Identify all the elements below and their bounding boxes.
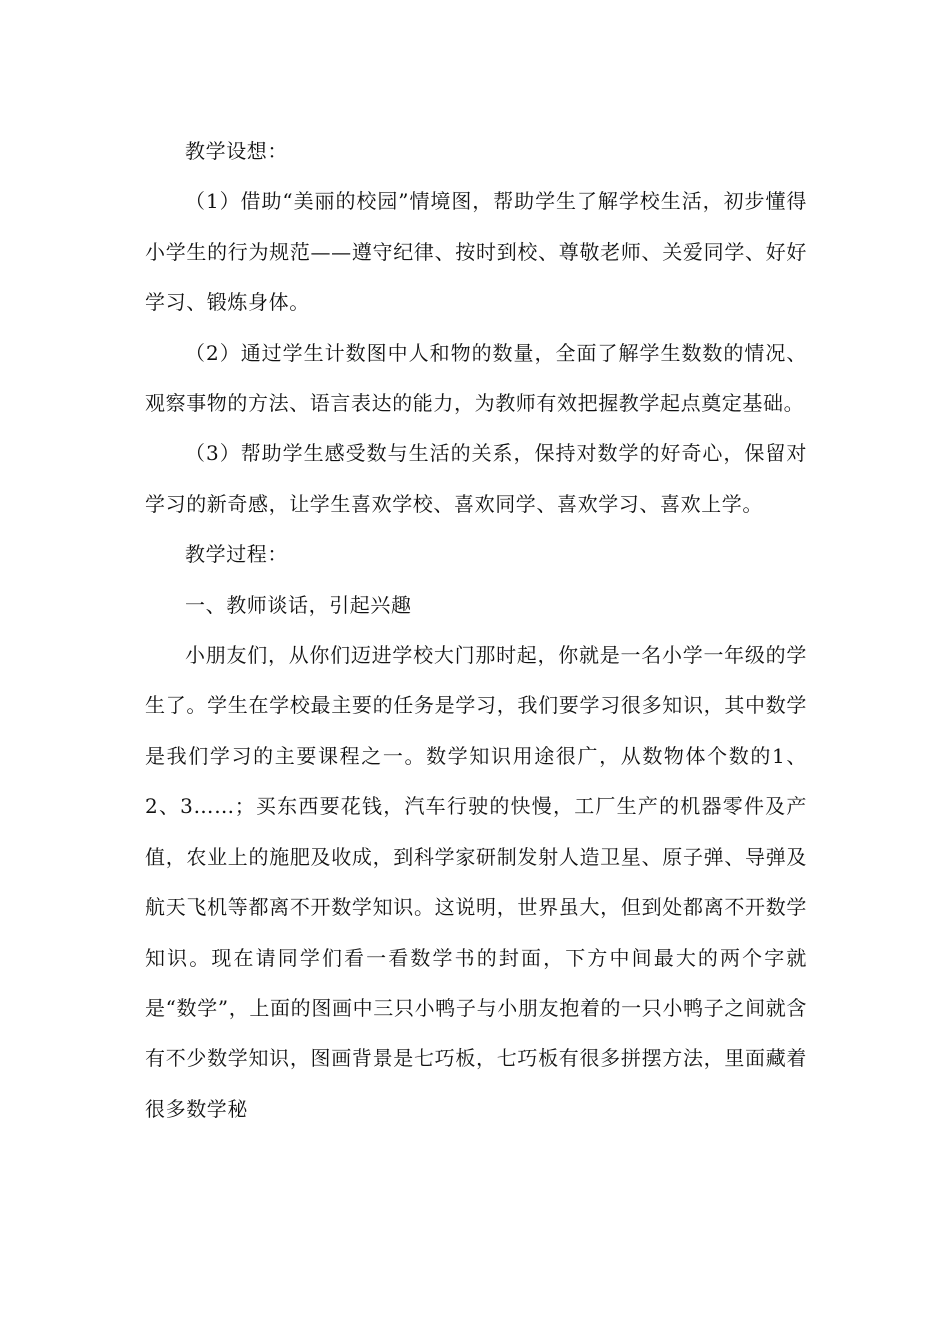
section-one-title: 一、教师谈话，引起兴趣 — [185, 592, 412, 617]
design-item-3: （3）帮助学生感受数与生活的关系，保持对数学的好奇心，保留对学习的新奇感，让学生喜欢学校、喜欢同学、喜欢学习、喜欢上学。 — [145, 441, 807, 516]
heading-teaching-process: 教学过程： — [185, 542, 288, 567]
heading-teaching-design: 教学设想： — [185, 139, 288, 163]
design-item-1: （1）借助“美丽的校园”情境图，帮助学生了解学校生活，初步懂得小学生的行为规范——遵守纪律、按时到校、尊敬老师、关爱同学、好好学习、锻炼身体。 — [145, 189, 807, 315]
section-one-body: 小朋友们，从你们迈进学校大门那时起，你就是一名小学一年级的学生了。学生在学校最主要的任务是学习，我们要学习很多知识，其中数学是我们学习的主要课程之一。数学知识用途很广，从数物体个数的1、2、3……；买东西要花钱，汽车行驶的快慢，工厂生产的机器零件及产值，农业上的施肥及收成，到科学家研制发射人造卫星、原子弹、导弹及航天飞机等都离不开数学知识。这说明，世界虽大，但到处都离不开数学知识。现在请同学们看一看数学书的封面，下方中间最大的两个字就是“数学”，上面的图画中三只小鸭子与小朋友抱着的一只小鸭子之间就含有不少数学知识，图画背景是七巧板，七巧板有很多拼摆方法，里面藏着很多数学秘 — [145, 643, 807, 1121]
design-item-2: （2）通过学生计数图中人和物的数量，全面了解学生数数的情况、观察事物的方法、语言表达的能力，为教师有效把握教学起点奠定基础。 — [145, 340, 807, 416]
document-body — [145, 126, 807, 1134]
